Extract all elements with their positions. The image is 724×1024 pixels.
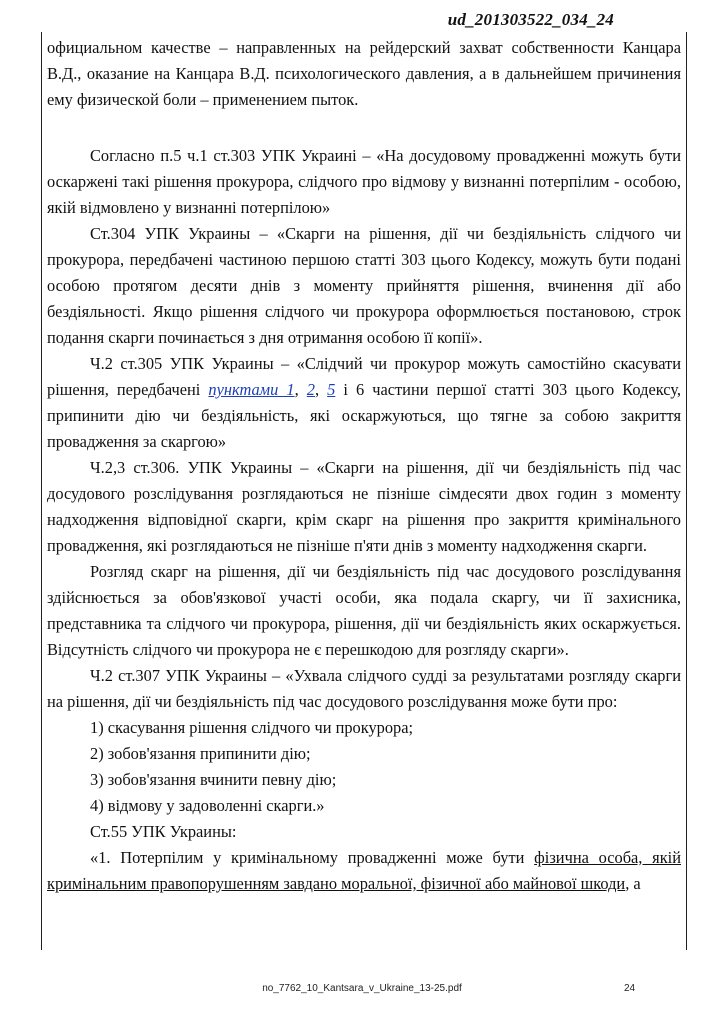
list-item: 2) зобов'язання припинити дію; bbox=[90, 744, 311, 763]
link-points-1[interactable]: пунктами 1 bbox=[208, 380, 295, 399]
document-body bbox=[47, 35, 681, 897]
paragraph-art304: Ст.304 УПК Украины – «Скарги на рішення, дії чи бездіяльність слідчого чи прокурора, передбачені частиною першою статті 303 цього Кодексу, можуть бути подані особою протягом десяти днів з моменту прийняття рішення, вчинення дії або бездіяльності. Якщо рішення слідчого чи прокурора оформлюється постановою, строк подання скарги починається з дня отримання особою її копії». bbox=[47, 224, 681, 347]
paragraph-gap bbox=[47, 113, 681, 143]
document-id: ud_201303522_034_24 bbox=[447, 10, 614, 29]
paragraph-art306-review: Розгляд скарг на рішення, дії чи бездіяльність під час досудового розслідування здійснюється за обов'язкової участі особи, яка подала скаргу, чи її захисника, представника та слідчого чи прокурора, рішення, дії чи бездіяльність яких оскаржується. Відсутність слідчого чи прокурора не є перешкодою для розгляду скарги». bbox=[47, 562, 681, 659]
list-item: 4) відмову у задоволенні скарги.» bbox=[90, 796, 325, 815]
link-separator: , bbox=[314, 380, 328, 399]
left-margin-line bbox=[41, 32, 42, 950]
link-point-2[interactable]: 2 bbox=[306, 380, 315, 399]
list-item: 3) зобов'язання вчинити певну дію; bbox=[90, 770, 337, 789]
art305-text-start: Ч.2 ст.305 УПК Украины – «Слідчий чи прокурор можуть самостійно скасувати рішення, передбачені bbox=[47, 354, 681, 399]
paragraph-art55-heading: Ст.55 УПК Украины: bbox=[90, 822, 237, 841]
paragraph-continuation: официальном качестве – направленных на рейдерский захват собственности Канцара В.Д., оказание на Канцара В.Д. психологического давления, а в дальнейшем причинения ему физической боли – применением пыток. bbox=[47, 38, 681, 109]
link-point-5[interactable]: 5 bbox=[327, 380, 336, 399]
paragraph-art305 bbox=[47, 351, 681, 455]
footer-filename: no_7762_10_Kantsara_v_Ukraine_13-25.pdf bbox=[262, 983, 462, 994]
art55-text-end: , а bbox=[625, 874, 641, 893]
art55-text-start: «1. Потерпілим у кримінальному провадженні може бути bbox=[90, 848, 535, 867]
art55-underlined-text: фізична особа, якій кримінальним правопорушенням завдано моральної, фізичної або майнової шкоди bbox=[47, 848, 681, 893]
paragraph-art303: Согласно п.5 ч.1 ст.303 УПК Украині – «На досудовому провадженні можуть бути оскаржені такі рішення прокурора, слідчого про відмову у визнанні потерпілим - особою, якій відмовлено у визнанні потерпілою» bbox=[47, 146, 681, 217]
right-margin-line bbox=[686, 32, 687, 950]
paragraph-art55 bbox=[47, 845, 681, 897]
list-item: 1) скасування рішення слідчого чи прокурора; bbox=[90, 718, 414, 737]
footer-page-number: 24 bbox=[624, 983, 636, 994]
paragraph-art306: Ч.2,3 ст.306. УПК Украины – «Скарги на рішення, дії чи бездіяльність під час досудового розслідування розглядаються не пізніше сімдесяти двох годин з моменту надходження відповідної скарги, крім скарг на рішення про закриття кримінального провадження, які розглядаються не пізніше п'яти днів з моменту надходження скарги. bbox=[47, 458, 681, 555]
art305-text-end: і 6 частини першої статті 303 цього Кодексу, припинити дію чи бездіяльність, які оскаржуються, що тягне за собою закриття провадження за скаргою» bbox=[47, 380, 682, 451]
link-separator: , bbox=[294, 380, 307, 399]
paragraph-art307: Ч.2 ст.307 УПК Украины – «Ухвала слідчого судді за результатами розгляду скарги на рішення, дії чи бездіяльність під час досудового розслідування може бути про: bbox=[47, 666, 681, 711]
